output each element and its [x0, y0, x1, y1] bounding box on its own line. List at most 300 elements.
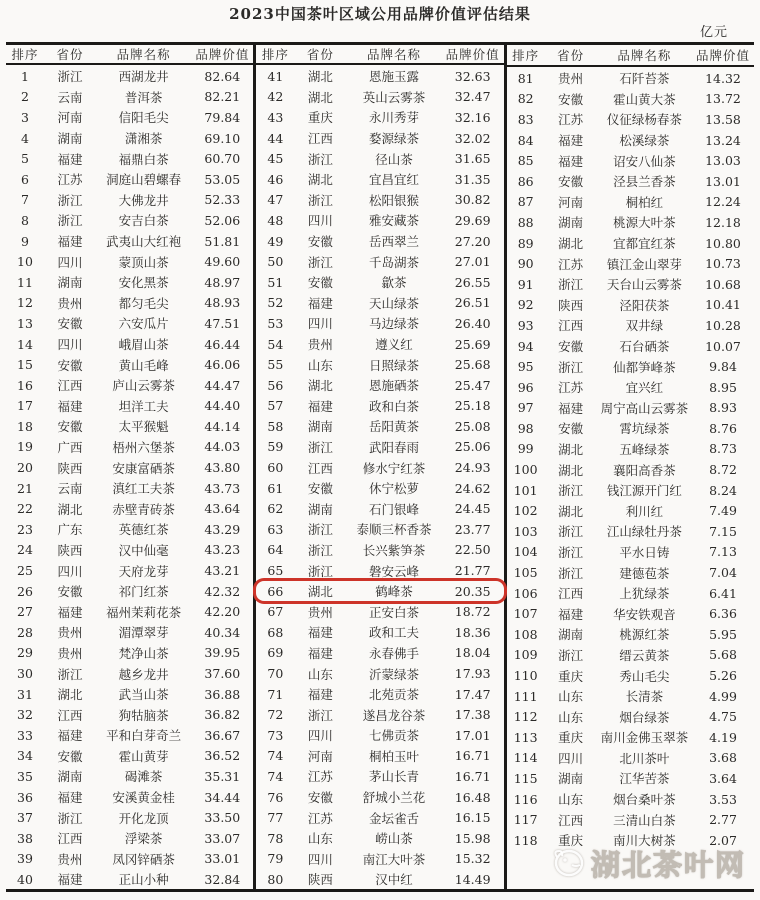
cell-rank: 34 [17, 748, 33, 764]
cell-brand: 遂昌龙谷茶 [362, 707, 426, 723]
cell-province: 四川 [307, 213, 333, 229]
cell-value: 10.68 [705, 276, 741, 292]
cell-rank: 67 [267, 604, 284, 620]
cell-value: 27.01 [454, 254, 491, 270]
cell-value: 12.24 [705, 194, 741, 210]
cell-rank: 51 [267, 274, 284, 290]
cell-province: 湖北 [307, 89, 333, 105]
header-cell-value: 品牌价值 [445, 47, 500, 62]
cell-province: 江西 [57, 707, 83, 723]
cell-rank: 37 [17, 810, 33, 826]
cell-rank: 23 [17, 521, 33, 537]
cell-rank: 82 [517, 91, 534, 107]
table-row [6, 66, 253, 87]
cell-value: 10.41 [705, 297, 741, 313]
cell-rank: 85 [517, 153, 534, 169]
cell-brand: 缙云黄茶 [619, 647, 670, 663]
cell-rank: 29 [17, 645, 33, 661]
cell-value: 32.47 [454, 89, 491, 105]
cell-province: 湖北 [558, 462, 584, 478]
cell-brand: 祁门红茶 [118, 584, 169, 600]
cell-rank: 59 [267, 439, 284, 455]
cell-value: 32.02 [454, 130, 491, 146]
cell-rank: 77 [267, 810, 284, 826]
cell-rank: 95 [517, 359, 534, 375]
cell-rank: 11 [17, 274, 33, 290]
table-row [256, 354, 503, 375]
table-row [507, 253, 754, 274]
cell-value: 47.51 [204, 315, 241, 331]
cell-rank: 47 [267, 192, 284, 208]
cell-rank: 41 [267, 68, 284, 84]
cell-province: 云南 [57, 481, 83, 497]
table-row [507, 645, 754, 666]
table-row [256, 828, 503, 849]
cell-value: 69.10 [204, 130, 241, 146]
cell-value: 10.07 [705, 338, 741, 354]
cell-value: 23.77 [454, 521, 491, 537]
cell-province: 湖南 [558, 215, 584, 231]
cell-rank: 107 [513, 606, 538, 622]
cell-brand: 安康富硒茶 [112, 460, 175, 476]
cell-rank: 103 [513, 523, 538, 539]
cell-value: 33.01 [204, 851, 241, 867]
cell-brand: 径山茶 [375, 151, 413, 167]
table-row [256, 787, 503, 808]
cell-brand: 安溪黄金桂 [112, 790, 175, 806]
cell-value: 10.28 [705, 317, 741, 333]
table-row [256, 437, 503, 458]
cell-province: 浙江 [307, 151, 333, 167]
table-row [6, 272, 253, 293]
cell-province: 江西 [558, 812, 584, 828]
cell-rank: 50 [267, 254, 284, 270]
table-row [256, 498, 503, 519]
cell-rank: 12 [17, 295, 33, 311]
cell-rank: 6 [21, 171, 29, 187]
cell-value: 52.33 [204, 192, 241, 208]
cell-rank: 17 [17, 398, 33, 414]
cell-province: 河南 [57, 110, 83, 126]
cell-rank: 7 [21, 192, 29, 208]
cell-brand: 桃源红茶 [619, 627, 670, 643]
cell-province: 贵州 [57, 625, 83, 641]
cell-value: 46.44 [204, 336, 241, 352]
cell-brand: 平水日铸 [619, 544, 670, 560]
table-row [507, 583, 754, 604]
cell-rank: 86 [517, 173, 534, 189]
cell-rank: 66 [267, 583, 284, 599]
cell-brand: 霍山黄大茶 [613, 91, 676, 107]
cell-province: 四川 [307, 728, 333, 744]
table-row [507, 562, 754, 583]
cell-rank: 26 [17, 583, 33, 599]
table-row [507, 336, 754, 357]
cell-brand: 桐柏红 [625, 194, 664, 210]
table-row [6, 87, 253, 108]
cell-value: 30.82 [454, 192, 491, 208]
cell-rank: 74 [267, 748, 284, 764]
cell-brand: 宜昌宜红 [368, 172, 419, 188]
cell-rank: 99 [517, 441, 534, 457]
cell-value: 6.36 [709, 606, 737, 622]
cell-value: 48.97 [204, 274, 241, 290]
cell-province: 安徽 [307, 275, 333, 291]
cell-province: 湖北 [558, 441, 584, 457]
cell-province: 山东 [558, 709, 584, 725]
cell-province: 江西 [57, 378, 83, 394]
cell-brand: 诏安八仙茶 [613, 153, 676, 169]
cell-province: 安徽 [57, 584, 83, 600]
table-row [507, 459, 754, 480]
cell-province: 云南 [57, 89, 83, 105]
cell-province: 江西 [558, 318, 584, 334]
cell-rank: 98 [517, 420, 534, 436]
cell-value: 53.05 [204, 171, 241, 187]
cell-brand: 双井绿 [625, 318, 664, 334]
table-row [6, 498, 253, 519]
cell-brand: 福鼎白茶 [118, 151, 169, 167]
cell-value: 5.95 [709, 626, 737, 642]
cell-rank: 101 [513, 482, 538, 498]
cell-brand: 恩施硒茶 [368, 378, 419, 394]
table-row [507, 830, 754, 851]
cell-rank: 46 [267, 171, 284, 187]
cell-brand: 七佛贡茶 [368, 728, 419, 744]
cell-province: 贵州 [57, 645, 83, 661]
cell-brand: 日照绿茶 [368, 357, 419, 373]
cell-rank: 72 [267, 707, 284, 723]
cell-value: 33.50 [204, 810, 241, 826]
table-row [256, 849, 503, 870]
cell-brand: 狗牯脑茶 [118, 707, 169, 723]
cell-province: 浙江 [558, 277, 584, 293]
cell-brand: 秀山毛尖 [619, 668, 670, 684]
cell-brand: 西湖龙井 [118, 69, 169, 85]
table-row [256, 210, 503, 231]
table-row [6, 354, 253, 375]
cell-rank: 54 [267, 336, 284, 352]
cell-brand: 马边绿茶 [368, 316, 419, 332]
cell-brand: 梵净山茶 [118, 645, 169, 661]
cell-rank: 56 [267, 377, 284, 393]
cell-province: 重庆 [307, 110, 333, 126]
cell-province: 浙江 [558, 565, 584, 581]
cell-province: 湖南 [57, 131, 83, 147]
cell-province: 贵州 [57, 851, 83, 867]
cell-value: 60.70 [204, 151, 241, 167]
cell-rank: 112 [513, 709, 538, 725]
cell-value: 17.47 [454, 686, 491, 702]
cell-brand: 镇江金山翠芽 [606, 256, 682, 272]
cell-value: 44.40 [204, 398, 241, 414]
table-body [507, 67, 754, 851]
cell-rank: 14 [17, 336, 33, 352]
table-row [507, 192, 754, 213]
table-row [6, 828, 253, 849]
page-title: 2023中国茶叶区域公用品牌价值评估结果 [229, 5, 531, 23]
cell-value: 8.24 [709, 482, 737, 498]
cell-value: 32.63 [454, 68, 491, 84]
cell-province: 山东 [558, 792, 584, 808]
cell-value: 10.80 [705, 235, 741, 251]
brand-table [6, 42, 754, 892]
cell-value: 43.80 [204, 460, 241, 476]
table-row [6, 128, 253, 149]
cell-value: 44.47 [204, 377, 241, 393]
cell-value: 42.32 [204, 583, 241, 599]
cell-value: 34.44 [204, 789, 241, 805]
table-header-row [507, 45, 754, 67]
cell-province: 湖北 [558, 236, 584, 252]
cell-province: 贵州 [558, 71, 584, 87]
cell-province: 安徽 [558, 174, 584, 190]
cell-brand: 仪征绿杨春茶 [606, 112, 682, 128]
cell-value: 43.73 [204, 480, 241, 496]
cell-rank: 15 [17, 357, 33, 373]
table-row [6, 375, 253, 396]
cell-brand: 汉中仙毫 [118, 542, 169, 558]
cell-brand: 英德红茶 [118, 522, 169, 538]
cell-rank: 118 [513, 832, 538, 848]
table-row [6, 293, 253, 314]
cell-rank: 9 [21, 233, 29, 249]
cell-province: 四川 [57, 254, 83, 270]
table-row [6, 231, 253, 252]
cell-value: 26.40 [454, 315, 491, 331]
cell-value: 24.62 [454, 480, 491, 496]
cell-value: 22.50 [454, 542, 491, 558]
cell-brand: 修水宁红茶 [362, 460, 426, 476]
cell-province: 山东 [558, 689, 584, 705]
cell-value: 5.26 [709, 668, 737, 684]
cell-value: 7.15 [709, 523, 737, 539]
cell-rank: 18 [17, 418, 33, 434]
table-row [256, 190, 503, 211]
cell-brand: 永川秀芽 [368, 110, 419, 126]
cell-brand: 烟台绿茶 [619, 709, 670, 725]
cell-brand: 正山小种 [118, 872, 169, 888]
table-row [507, 439, 754, 460]
cell-value: 25.06 [454, 439, 491, 455]
cell-value: 8.93 [709, 400, 737, 416]
cell-value: 43.64 [204, 501, 241, 517]
cell-rank: 91 [517, 276, 534, 292]
table-row [507, 356, 754, 377]
cell-value: 82.21 [204, 89, 241, 105]
table-row [6, 396, 253, 417]
table-row [507, 274, 754, 295]
cell-value: 3.64 [709, 770, 737, 786]
cell-brand: 正安白茶 [368, 604, 419, 620]
cell-brand: 碣滩茶 [124, 769, 163, 785]
cell-province: 贵州 [307, 337, 333, 353]
cell-brand: 长兴紫笋茶 [362, 542, 426, 558]
cell-value: 36.88 [204, 686, 241, 702]
cell-value: 3.68 [709, 750, 737, 766]
cell-province: 浙江 [57, 666, 83, 682]
unit-label: 亿元 [699, 25, 728, 40]
cell-brand: 峨眉山茶 [118, 337, 169, 353]
cell-value: 36.52 [204, 748, 241, 764]
table-row [6, 684, 253, 705]
cell-value: 17.01 [454, 727, 491, 743]
cell-province: 浙江 [558, 483, 584, 499]
header-cell-value: 品牌价值 [695, 48, 750, 63]
cell-value: 18.36 [454, 624, 491, 640]
cell-value: 14.49 [454, 871, 491, 887]
cell-brand: 恩施玉露 [368, 69, 419, 85]
cell-value: 40.34 [204, 624, 241, 640]
cell-value: 17.38 [454, 707, 491, 723]
cell-brand: 武夷山大红袍 [106, 234, 182, 250]
cell-value: 9.84 [709, 359, 737, 375]
cell-rank: 49 [267, 233, 284, 249]
table-row [6, 478, 253, 499]
cell-province: 浙江 [307, 192, 333, 208]
cell-province: 山东 [307, 357, 333, 373]
cell-province: 广东 [57, 522, 83, 538]
cell-value: 49.60 [204, 254, 241, 270]
cell-value: 14.32 [705, 70, 741, 86]
cell-brand: 普洱茶 [124, 89, 163, 105]
cell-province: 浙江 [57, 810, 83, 826]
cell-brand: 开化龙顶 [118, 810, 169, 826]
cell-rank: 83 [517, 111, 534, 127]
cell-province: 福建 [307, 645, 333, 661]
cell-brand: 江山绿牡丹茶 [606, 524, 682, 540]
cell-rank: 105 [513, 565, 538, 581]
table-row [507, 295, 754, 316]
cell-province: 江苏 [307, 810, 333, 826]
cell-brand: 南江大叶茶 [362, 851, 426, 867]
table-row [507, 109, 754, 130]
cell-value: 46.06 [204, 357, 241, 373]
cell-province: 四川 [307, 316, 333, 332]
cell-brand: 安吉白茶 [118, 213, 169, 229]
cell-value: 44.03 [204, 439, 241, 455]
header-cell-brand: 品牌名称 [617, 48, 672, 63]
cell-province: 福建 [558, 133, 584, 149]
cell-value: 16.71 [454, 768, 491, 784]
cell-rank: 36 [17, 789, 33, 805]
header-cell-value: 品牌价值 [195, 47, 250, 62]
header-cell-rank: 排序 [11, 47, 39, 62]
cell-value: 26.55 [454, 274, 491, 290]
cell-brand: 沂蒙绿茶 [368, 666, 419, 682]
table-row [6, 519, 253, 540]
table-row [256, 601, 503, 622]
cell-brand: 雅安藏茶 [368, 213, 419, 229]
cell-rank: 80 [267, 871, 284, 887]
cell-province: 陕西 [57, 542, 83, 558]
cell-province: 湖北 [57, 687, 83, 703]
cell-brand: 休宁松萝 [368, 481, 419, 497]
cell-value: 27.20 [454, 233, 491, 249]
cell-value: 8.73 [709, 441, 737, 457]
cell-brand: 霄坑绿茶 [619, 421, 670, 437]
table-row [256, 416, 503, 437]
table-row [256, 293, 503, 314]
cell-value: 13.01 [705, 173, 741, 189]
table-row [256, 334, 503, 355]
cell-value: 31.35 [454, 171, 491, 187]
cell-brand: 英山云雾茶 [362, 89, 426, 105]
cell-rank: 33 [17, 727, 33, 743]
cell-province: 重庆 [558, 730, 584, 746]
cell-province: 浙江 [558, 544, 584, 560]
table-row [6, 746, 253, 767]
cell-rank: 5 [21, 151, 29, 167]
cell-rank: 48 [267, 212, 284, 228]
cell-province: 四川 [57, 563, 83, 579]
cell-rank: 31 [17, 686, 33, 702]
cell-rank: 42 [267, 89, 284, 105]
cell-rank: 74 [267, 768, 284, 784]
cell-value: 18.72 [454, 604, 491, 620]
cell-rank: 22 [17, 501, 33, 517]
cell-province: 安徽 [57, 419, 83, 435]
cell-brand: 周宁高山云雾茶 [600, 400, 689, 416]
cell-value: 82.64 [204, 68, 241, 84]
cell-rank: 64 [267, 542, 284, 558]
table-row [6, 869, 253, 890]
cell-brand: 武当山茶 [118, 687, 169, 703]
cell-brand: 泰顺三杯香茶 [356, 522, 432, 538]
cell-value: 25.18 [454, 398, 491, 414]
cell-brand: 北川茶叶 [619, 750, 670, 766]
table-row [256, 231, 503, 252]
cell-value: 3.53 [709, 791, 737, 807]
cell-brand: 岳西翠兰 [368, 234, 419, 250]
cell-brand: 政和白茶 [368, 398, 419, 414]
cell-rank: 58 [267, 418, 284, 434]
cell-brand: 歙茶 [381, 275, 407, 291]
table-row [6, 416, 253, 437]
cell-rank: 62 [267, 501, 284, 517]
cell-rank: 2 [21, 89, 29, 105]
cell-rank: 21 [17, 480, 33, 496]
cell-rank: 116 [513, 791, 538, 807]
cell-province: 福建 [57, 604, 83, 620]
cell-brand: 鹤峰茶 [375, 584, 413, 600]
cell-rank: 35 [17, 768, 33, 784]
cell-province: 浙江 [57, 69, 83, 85]
cell-province: 浙江 [307, 563, 333, 579]
cell-brand: 天山绿茶 [368, 295, 419, 311]
cell-province: 湖南 [57, 275, 83, 291]
table-row [6, 190, 253, 211]
cell-province: 安徽 [307, 234, 333, 250]
cell-value: 8.72 [709, 462, 737, 478]
table-row [507, 809, 754, 830]
table-row [6, 766, 253, 787]
cell-province: 山东 [307, 831, 333, 847]
cell-rank: 65 [267, 563, 284, 579]
cell-rank: 3 [21, 109, 29, 125]
cell-value: 39.95 [204, 645, 241, 661]
table-row [256, 148, 503, 169]
table-row [256, 519, 503, 540]
cell-brand: 桃源大叶茶 [613, 215, 676, 231]
cell-brand: 信阳毛尖 [118, 110, 169, 126]
table-row [6, 334, 253, 355]
table-row [507, 748, 754, 769]
table-row [256, 107, 503, 128]
cell-value: 43.29 [204, 521, 241, 537]
cell-rank: 109 [513, 647, 538, 663]
cell-rank: 87 [517, 194, 534, 210]
